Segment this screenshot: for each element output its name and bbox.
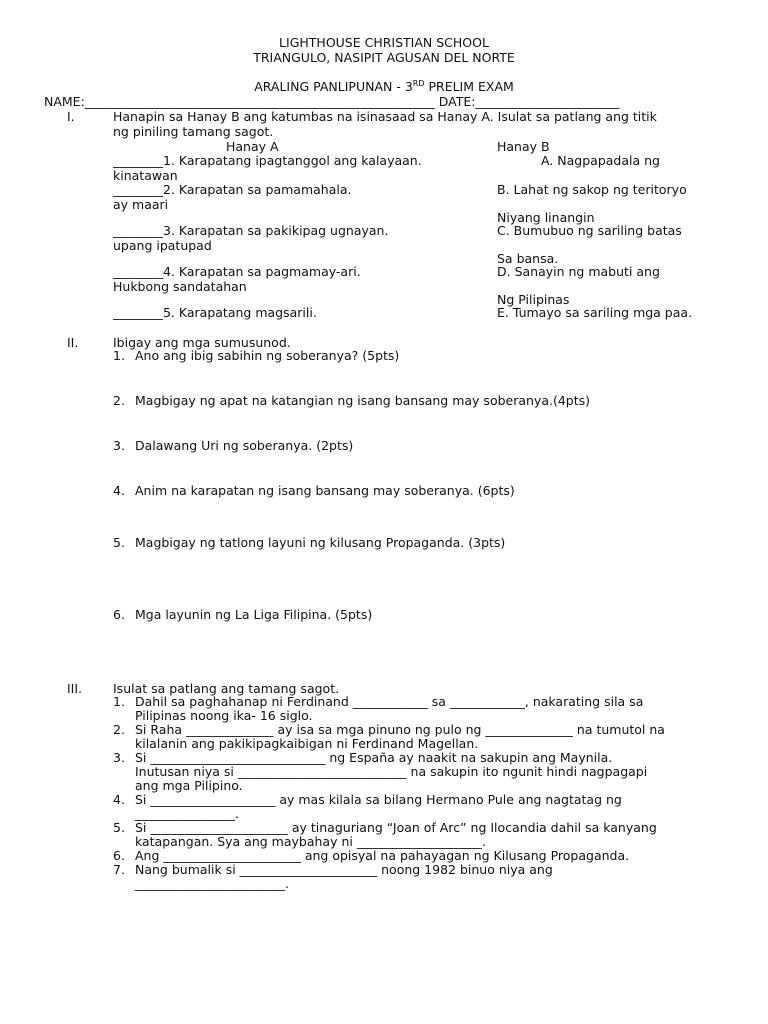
part3-q4-line2: ________________. [135,806,239,821]
hanay-b-heading: Hanay B [497,139,550,154]
part3-q4-number: 4. [113,792,125,807]
part3-numeral: III. [67,681,83,696]
hanay-a-heading: Hanay A [226,139,279,154]
hanay-b-item-c-wrap: Sa bansa. [497,251,559,266]
hanay-a-item-1-wrap: kinatawan [113,168,178,183]
part3-q2-line1: Si Raha ______________ ay isa sa mga pinuno ng pulo ng ______________ na tumutol na [135,722,665,737]
part3-q3-line1: Si ____________________________ ng España ay naakit na sakupin ang Maynila. [135,750,613,765]
part3-q5-line1: Si ______________________ ay tinaguriang “Joan of Arc” ng Ilocandia dahil sa kanyang [135,820,657,835]
part3-q1-line2: Pilipinas noong ika- 16 siglo. [135,708,313,723]
part3-q7-number: 7. [113,862,125,877]
part2-q3: Dalawang Uri ng soberanya. (2pts) [135,438,354,453]
part3-q7-line1: Nang bumalik si ______________________ noong 1982 binuo niya ang [135,862,553,877]
hanay-a-item-3: ________3. Karapatan sa pakikipag ugnayan. [113,223,389,238]
hanay-a-item-1: ________1. Karapatang ipagtanggol ang kalayaan. [113,153,422,168]
part3-q5-line2: katapangan. Sya ang maybahay ni ____________________. [135,834,486,849]
hanay-b-item-a: A. Nagpapadala ng [541,153,660,168]
part2-q2: Magbigay ng apat na katangian ng isang bansang may soberanya.(4pts) [135,393,591,408]
part3-q6-line1: Ang ______________________ ang opisyal na pahayagan ng Kilusang Propaganda. [135,848,630,863]
part2-q5: Magbigay ng tatlong layuni ng kilusang Propaganda. (3pts) [135,535,506,550]
part3-q5-number: 5. [113,820,125,835]
name-date-line: NAME:________________________________________________________ DATE:_______________________ [44,94,620,109]
hanay-a-item-5: ________5. Karapatang magsarili. [113,305,317,320]
part3-q3-number: 3. [113,750,125,765]
part2-q5-number: 5. [113,535,125,550]
part2-numeral: II. [67,335,79,350]
hanay-a-item-2-wrap: ay maari [113,197,169,212]
hanay-b-item-c: C. Bumubuo ng sariling batas [497,223,682,238]
hanay-a-item-2: ________2. Karapatan sa pamamahala. [113,182,352,197]
part3-q1-line1: Dahil sa paghahanap ni Ferdinand ____________ sa ____________, nakarating sila sa [135,694,644,709]
hanay-b-item-d: D. Sanayin ng mabuti ang [497,264,660,279]
hanay-b-item-b: B. Lahat ng sakop ng teritoryo [497,182,687,197]
part3-q3-line2: Inutusan niya si ___________________________ na sakupin ito ngunit hindi nagpagapi [135,764,648,779]
school-name: LIGHTHOUSE CHRISTIAN SCHOOL [279,35,489,50]
part3-q3-line3: ang mga Pilipino. [135,778,243,793]
part3-q1-number: 1. [113,694,125,709]
hanay-b-item-e: E. Tumayo sa sariling mga paa. [497,305,693,320]
part1-instruction-1: Hanapin sa Hanay B ang katumbas na isinasaad sa Hanay A. Isulat sa patlang ang titik [113,109,657,124]
hanay-a-item-4: ________4. Karapatan sa pagmamay-ari. [113,264,361,279]
part2-q4-number: 4. [113,483,125,498]
part3-q2-number: 2. [113,722,125,737]
part3-instruction: Isulat sa patlang ang tamang sagot. [113,681,340,696]
part3-q7-line2: ________________________. [135,876,289,891]
part1-numeral: I. [67,109,75,124]
exam-title: ARALING PANLIPUNAN - 3RD PRELIM EXAM [254,79,514,94]
hanay-b-item-b-wrap: Niyang linangin [497,210,595,225]
hanay-a-item-3-wrap: upang ipatupad [113,238,212,253]
part2-q1: Ano ang ibig sabihin ng soberanya? (5pts) [135,348,400,363]
part3-q6-number: 6. [113,848,125,863]
part2-q2-number: 2. [113,393,125,408]
part3-q4-line1: Si ____________________ ay mas kilala sa bilang Hermano Pule ang nagtatag ng [135,792,622,807]
hanay-b-item-d-wrap: Ng Pilipinas [497,292,570,307]
part2-q3-number: 3. [113,438,125,453]
part2-instruction: Ibigay ang mga sumusunod. [113,335,291,350]
school-address: TRIANGULO, NASIPIT AGUSAN DEL NORTE [253,50,515,65]
part2-q6: Mga layunin ng La Liga Filipina. (5pts) [135,607,373,622]
part1-instruction-2: ng piniling tamang sagot. [113,124,274,139]
part2-q6-number: 6. [113,607,125,622]
part2-q4: Anim na karapatan ng isang bansang may soberanya. (6pts) [135,483,515,498]
part2-q1-number: 1. [113,348,125,363]
part3-q2-line2: kilalanin ang pakikipagkaibigan ni Ferdinand Magellan. [135,736,479,751]
hanay-a-item-4-wrap: Hukbong sandatahan [113,279,247,294]
